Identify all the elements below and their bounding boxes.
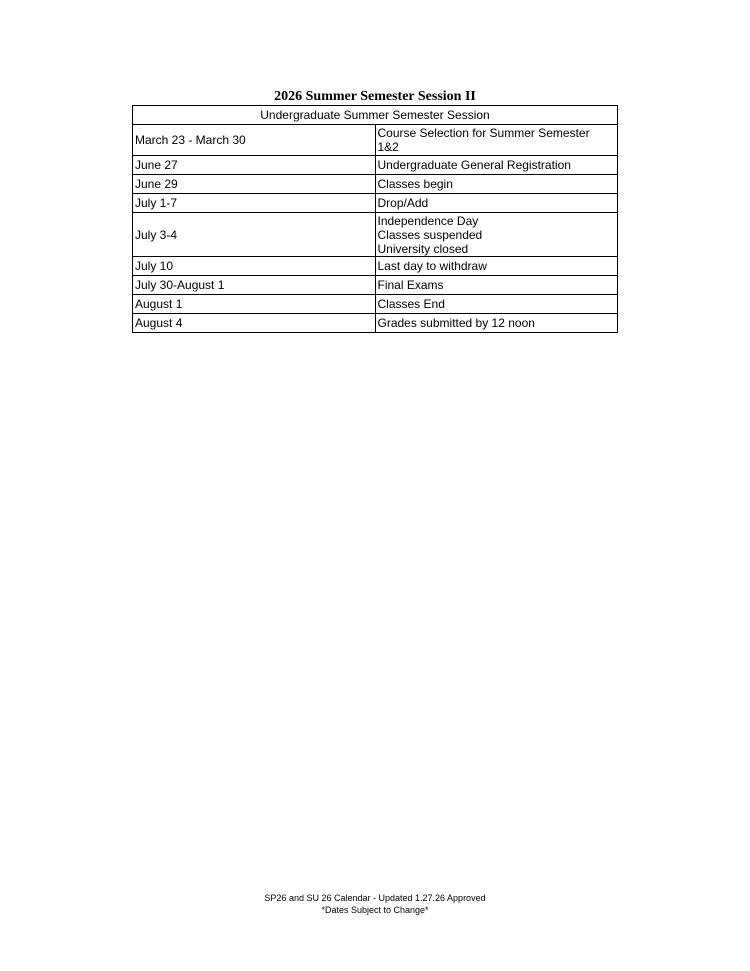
event-cell — [375, 175, 618, 194]
footer-update-note: SP26 and SU 26 Calendar - Updated 1.27.26 Approved — [264, 893, 486, 903]
date-cell: July 1-7 — [133, 194, 376, 213]
footer-disclaimer: *Dates Subject to Change* — [321, 905, 429, 915]
footer — [0, 892, 750, 916]
event-text: Undergraduate General Registration — [377, 158, 571, 172]
event-cell — [375, 194, 618, 213]
table-header-row — [133, 106, 618, 125]
date-cell: June 29 — [133, 175, 376, 194]
table-header: Undergraduate Summer Semester Session — [133, 106, 618, 125]
date-cell: March 23 - March 30 — [133, 125, 376, 156]
event-text: Classes begin — [377, 177, 453, 191]
event-text: Course Selection for Summer Semester — [377, 126, 590, 140]
date-cell: August 4 — [133, 314, 376, 333]
table-row — [133, 156, 618, 175]
table-row — [133, 276, 618, 295]
date-cell: August 1 — [133, 295, 376, 314]
event-cell — [375, 125, 618, 156]
event-cell — [375, 213, 618, 257]
event-text: 1&2 — [377, 140, 399, 154]
table-row — [133, 175, 618, 194]
table-row — [133, 213, 618, 257]
event-cell — [375, 156, 618, 175]
event-text: University closed — [377, 241, 469, 256]
date-cell: July 10 — [133, 257, 376, 276]
table-row — [133, 125, 618, 156]
event-text: Final Exams — [377, 278, 444, 292]
event-cell — [375, 257, 618, 276]
event-text: Classes End — [377, 297, 445, 311]
date-cell: June 27 — [133, 156, 376, 175]
table-row — [133, 257, 618, 276]
page-title: 2026 Summer Semester Session II — [274, 89, 476, 104]
table-row — [133, 314, 618, 333]
event-cell — [375, 314, 618, 333]
table-row — [133, 194, 618, 213]
event-text: Last day to withdraw — [377, 259, 487, 273]
table-row — [133, 295, 618, 314]
event-cell — [375, 276, 618, 295]
date-cell: July 3-4 — [133, 213, 376, 257]
event-text: Grades submitted by 12 noon — [377, 316, 535, 330]
date-cell: July 30-August 1 — [133, 276, 376, 295]
calendar-table — [132, 105, 618, 333]
event-text: Classes suspended — [377, 227, 483, 242]
event-cell — [375, 295, 618, 314]
event-text: Independence Day — [377, 213, 479, 228]
event-text: Drop/Add — [377, 196, 429, 210]
